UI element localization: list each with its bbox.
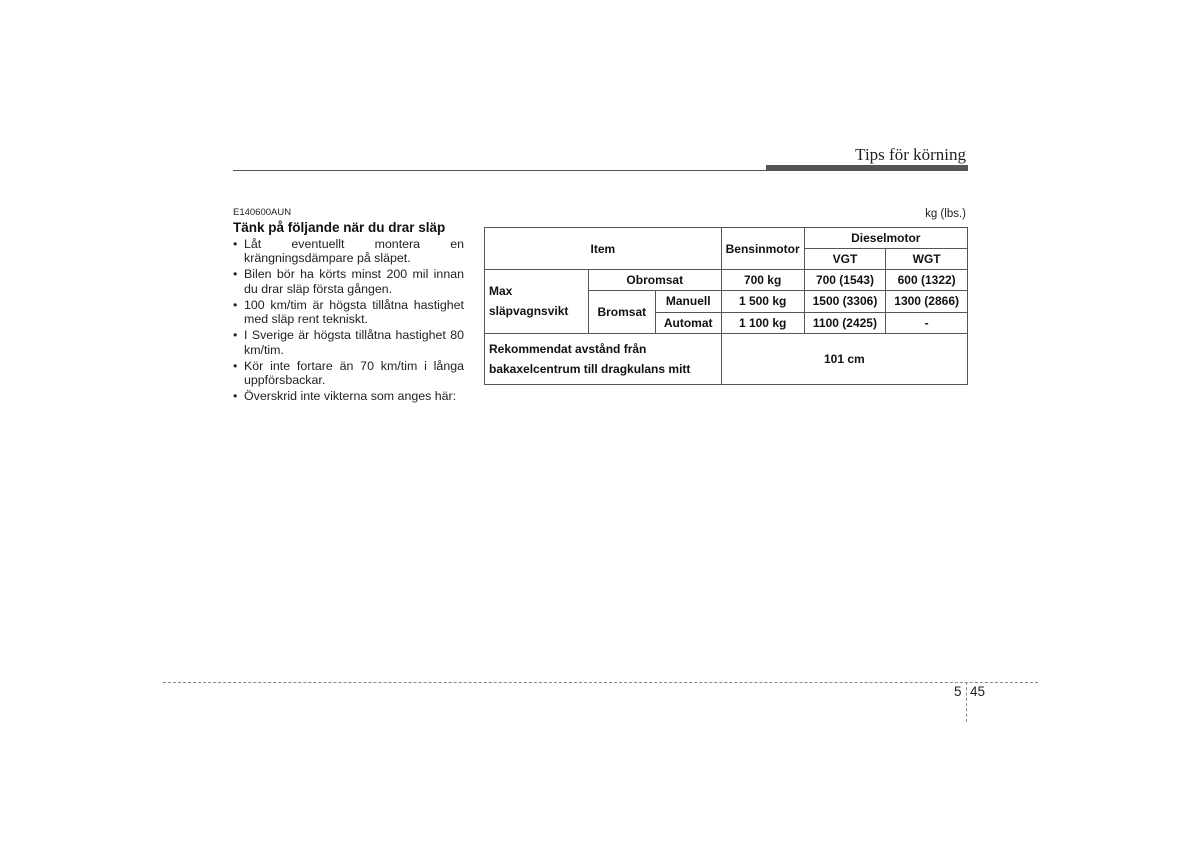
bullet-item: • Låt eventuellt montera en krängningsdämpare på släpet. — [233, 237, 464, 266]
bullet-item: • Kör inte fortare än 70 km/tim i långa uppförsbackar. — [233, 359, 464, 388]
unbraked-label: Obromsat — [588, 270, 721, 291]
header-wgt: WGT — [886, 249, 968, 270]
braked-label: Bromsat — [588, 291, 655, 333]
running-header-title: Tips för körning — [855, 145, 966, 164]
manual-vgt: 1500 (3306) — [804, 291, 886, 312]
unbraked-vgt: 700 (1543) — [804, 270, 886, 291]
towing-weight-table — [484, 227, 968, 385]
section-code: E140600AUN — [233, 207, 292, 218]
header-rule — [233, 170, 766, 171]
max-label-line-2: släpvagnsvikt — [489, 304, 569, 319]
footer-divider — [966, 682, 967, 722]
bullet-item: • 100 km/tim är högsta tillåtna hastighet med släp rent tekniskt. — [233, 298, 464, 327]
bullet-item: • Överskrid inte vikterna som anges här: — [233, 389, 464, 403]
distance-label-line-2: bakaxelcentrum till dragkulans mitt — [489, 361, 691, 376]
hitch-distance-label — [485, 333, 722, 384]
automatic-wgt: - — [886, 312, 968, 333]
bullet-list — [233, 237, 464, 405]
page-number: 45 — [970, 684, 986, 699]
manual-petrol: 1 500 kg — [721, 291, 804, 312]
header-item: Item — [485, 228, 722, 270]
distance-label-line-1: Rekommendat avstånd från — [489, 341, 647, 356]
bullet-item: • I Sverige är högsta tillåtna hastighet 80 km/tim. — [233, 328, 464, 357]
header-diesel-engine: Dieselmotor — [804, 228, 967, 249]
header-petrol-engine: Bensinmotor — [721, 228, 804, 270]
hitch-distance-value: 101 cm — [721, 333, 967, 384]
manual-label: Manuell — [655, 291, 721, 312]
unit-note: kg (lbs.) — [925, 208, 966, 220]
unbraked-wgt: 600 (1322) — [886, 270, 968, 291]
unbraked-petrol: 700 kg — [721, 270, 804, 291]
automatic-label: Automat — [655, 312, 721, 333]
max-trailer-weight-label — [485, 270, 589, 333]
automatic-vgt: 1100 (2425) — [804, 312, 886, 333]
header-vgt: VGT — [804, 249, 886, 270]
max-label-line-1: Max — [489, 284, 513, 299]
header-rule-accent — [766, 165, 968, 171]
section-heading: Tänk på följande när du drar släp — [233, 220, 446, 235]
chapter-number: 5 — [954, 684, 962, 699]
manual-wgt: 1300 (2866) — [886, 291, 968, 312]
footer-rule — [163, 682, 1038, 683]
automatic-petrol: 1 100 kg — [721, 312, 804, 333]
bullet-item: • Bilen bör ha körts minst 200 mil innan du drar släp första gången. — [233, 267, 464, 296]
